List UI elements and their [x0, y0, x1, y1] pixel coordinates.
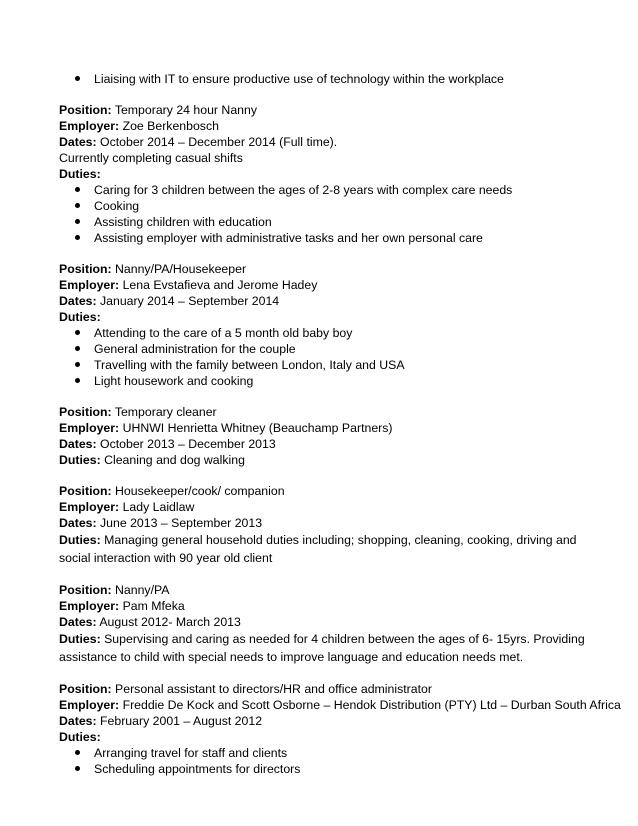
dates-line: Dates: October 2013 – December 2013 [59, 437, 276, 451]
bullet-icon [75, 203, 80, 208]
position-line: Position: Temporary cleaner [59, 405, 217, 419]
job-entry [59, 404, 599, 468]
dates-line: Dates: June 2013 – September 2013 [59, 516, 263, 530]
duty-item: Attending to the care of a 5 month old baby boy [59, 325, 599, 341]
position-line: Position: Housekeeper/cook/ companion [59, 484, 285, 498]
job-entry [59, 261, 599, 389]
employer-line: Employer: Zoe Berkenbosch [59, 119, 219, 133]
employer-line: Employer: Lena Evstafieva and Jerome Hadey [59, 278, 318, 292]
employer-line: Employer: UHNWI Henrietta Whitney (Beauchamp Partners) [59, 421, 393, 435]
resume-page [59, 71, 621, 777]
duties-line: Duties: Cleaning and dog walking [59, 453, 245, 467]
duty-item: Arranging travel for staff and clients [59, 745, 599, 761]
duty-item: Caring for 3 children between the ages of 2-8 years with complex care needs [59, 182, 599, 198]
dates-line: Dates: August 2012- March 2013 [59, 615, 241, 629]
job-entry [59, 681, 621, 777]
position-line: Position: Nanny/PA/Housekeeper [59, 262, 247, 276]
bullet-icon [75, 219, 80, 224]
job-entry [59, 582, 599, 666]
duties-heading: Duties: [59, 310, 101, 324]
dates-line: Dates: October 2014 – December 2014 (Full time). [59, 135, 338, 149]
duties-heading: Duties: [59, 730, 101, 744]
duties-paragraph: Duties: Managing general household duties including; shopping, cleaning, cooking, driving and social interaction with 90 year old client [59, 533, 577, 565]
duties-paragraph: Duties: Supervising and caring as needed for 4 children between the ages of 6- 15yrs. Providing assistance to child with special needs to improve language and education needs met. [59, 632, 585, 664]
bullet-icon [75, 76, 80, 81]
job-entry [59, 102, 599, 246]
duty-item: Assisting employer with administrative tasks and her own personal care [59, 230, 599, 246]
note-line: Currently completing casual shifts [59, 151, 243, 165]
dates-line: Dates: January 2014 – September 2014 [59, 294, 280, 308]
duties-heading: Duties: [59, 167, 101, 181]
bullet-icon [75, 750, 80, 755]
bullet-icon [75, 362, 80, 367]
duty-item: Cooking [59, 198, 599, 214]
bullet-icon [75, 235, 80, 240]
dates-line: Dates: February 2001 – August 2012 [59, 714, 263, 728]
bullet-icon [75, 187, 80, 192]
job-entry [59, 483, 599, 567]
duty-item: Assisting children with education [59, 214, 599, 230]
employer-line: Employer: Lady Laidlaw [59, 500, 195, 514]
bullet-icon [75, 766, 80, 771]
employer-line: Employer: Pam Mfeka [59, 599, 185, 613]
duty-item: Light housework and cooking [59, 373, 599, 389]
duty-item: General administration for the couple [59, 341, 599, 357]
bullet-item: Liaising with IT to ensure productive use of technology within the workplace [59, 71, 599, 87]
bullet-icon [75, 378, 80, 383]
position-line: Position: Nanny/PA [59, 583, 170, 597]
position-line: Position: Temporary 24 hour Nanny [59, 103, 257, 117]
bullet-icon [75, 330, 80, 335]
duty-item: Travelling with the family between London, Italy and USA [59, 357, 599, 373]
duty-item: Scheduling appointments for directors [59, 761, 599, 777]
bullet-icon [75, 346, 80, 351]
position-line: Position: Personal assistant to directors/HR and office administrator [59, 682, 432, 696]
employer-line: Employer: Freddie De Kock and Scott Osborne – Hendok Distribution (PTY) Ltd – Durban South Africa [59, 698, 621, 712]
